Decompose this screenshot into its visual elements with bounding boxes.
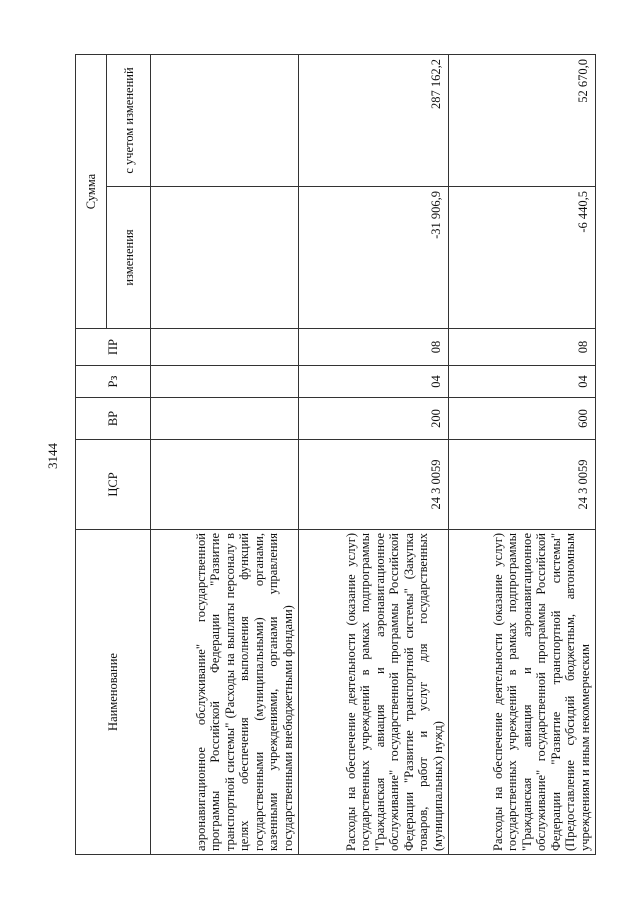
header-change: изменения bbox=[107, 187, 151, 329]
row-vr: 600 bbox=[449, 398, 596, 440]
header-sum: Сумма bbox=[76, 55, 107, 329]
row-change: -31 906,9 bbox=[299, 187, 449, 329]
row-rz bbox=[151, 366, 299, 398]
row-rz: 04 bbox=[449, 366, 596, 398]
row-with-changes: 287 162,2 bbox=[299, 55, 449, 187]
header-name: Наименование bbox=[76, 530, 151, 855]
header-rz: Рз bbox=[76, 366, 151, 398]
row-csr bbox=[151, 440, 299, 530]
table-row bbox=[299, 55, 449, 855]
row-vr bbox=[151, 398, 299, 440]
header-vr: ВР bbox=[76, 398, 151, 440]
row-pr: 08 bbox=[449, 329, 596, 366]
budget-table-sheet bbox=[75, 55, 595, 855]
row-name: Расходы на обеспечение деятельности (оказание услуг) государственных учреждений в рамках подпрограммы "Гражданская авиация и аэронавигационное обслуживание" государственной программы Российской Федерации "Развитие транспортной системы" (Предоставление субсидий бюджетным, автономным учреждениям и иным некоммерческим bbox=[449, 530, 596, 855]
header-with-changes: с учетом изменений bbox=[107, 55, 151, 187]
row-pr bbox=[151, 329, 299, 366]
header-pr: ПР bbox=[76, 329, 151, 366]
row-vr: 200 bbox=[299, 398, 449, 440]
row-change bbox=[151, 187, 299, 329]
budget-table bbox=[75, 54, 596, 855]
row-csr: 24 3 0059 bbox=[299, 440, 449, 530]
page-number: 3144 bbox=[45, 443, 60, 469]
row-name: аэронавигационное обслуживание" государственной программы Российской Федерации "Развитие транспортной системы" (Расходы на выплаты персоналу в целях обеспечения выполнения функций государственными (муниципальными) органами, казенными учреждениями, органами управления государственными внебюджетными фондами) bbox=[151, 530, 299, 855]
table-row bbox=[449, 55, 596, 855]
row-pr: 08 bbox=[299, 329, 449, 366]
row-with-changes bbox=[151, 55, 299, 187]
row-name: Расходы на обеспечение деятельности (оказание услуг) государственных учреждений в рамках подпрограммы "Гражданская авиация и аэронавигационное обслуживание" государственной программы Российской Федерации "Развитие транспортной системы" (Закупка товаров, работ и услуг для государственных (муниципальных) нужд) bbox=[299, 530, 449, 855]
row-csr: 24 3 0059 bbox=[449, 440, 596, 530]
row-rz: 04 bbox=[299, 366, 449, 398]
header-csr: ЦСР bbox=[76, 440, 151, 530]
row-change: -6 440,5 bbox=[449, 187, 596, 329]
table-row bbox=[151, 55, 299, 855]
row-with-changes: 52 670,0 bbox=[449, 55, 596, 187]
